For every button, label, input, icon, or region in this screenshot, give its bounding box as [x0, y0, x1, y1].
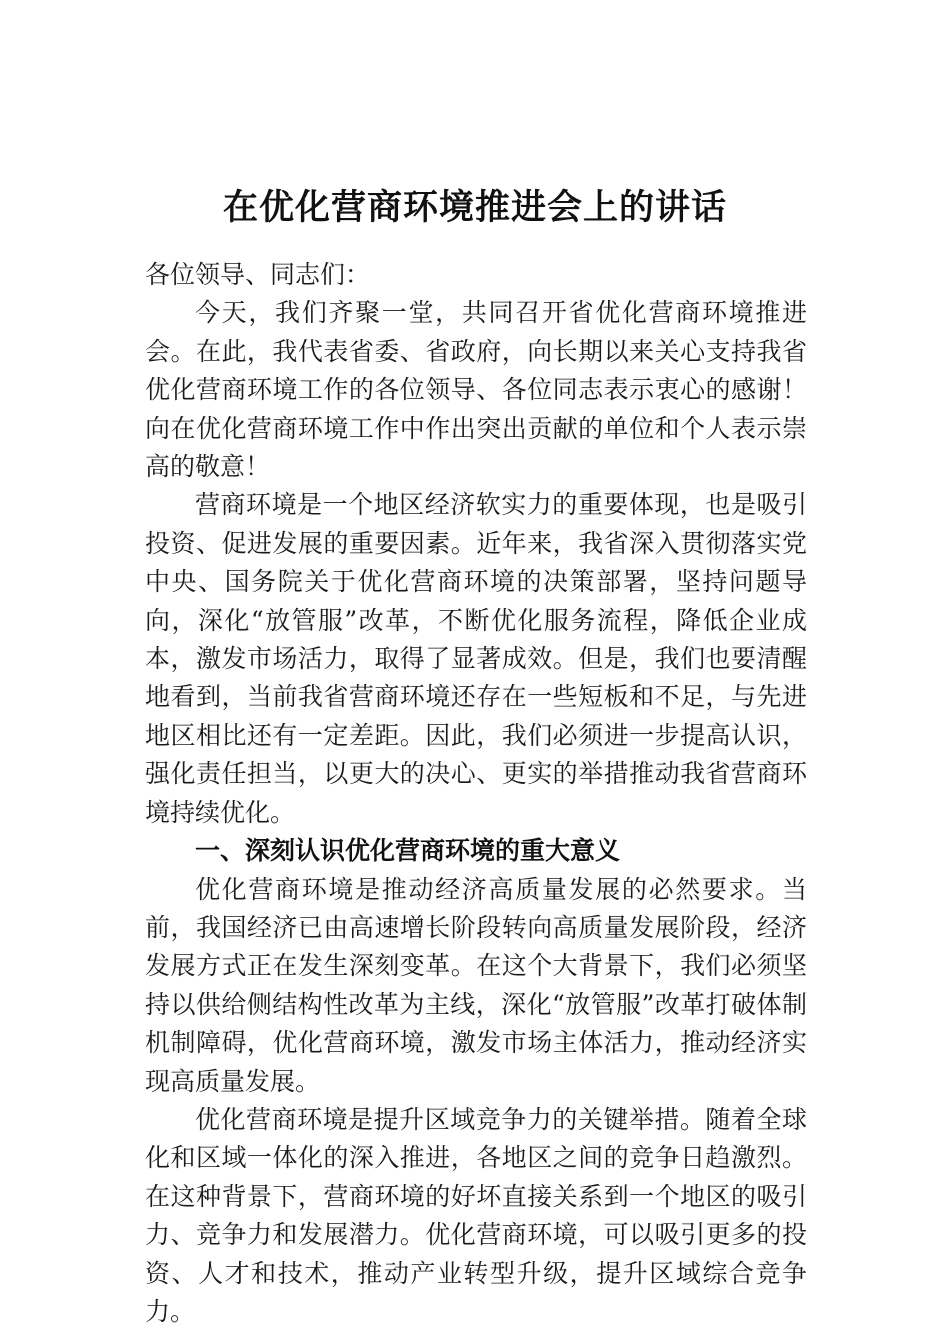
paragraph-opening: 今天，我们齐聚一堂，共同召开省优化营商环境推进会。在此，我代表省委、省政府，向长期以来关心支持我省优化营商环境工作的各位领导、各位同志表示衷心的感谢！向在优化营商环境工作中作出突出贡献的单位和个人表示崇高的敬意！ — [145, 298, 807, 482]
document-title: 在优化营商环境推进会上的讲话 — [222, 187, 727, 229]
paragraph-quality-development: 优化营商环境是推动经济高质量发展的必然要求。当前，我国经济已由高速增长阶段转向高质量发展阶段，经济发展方式正在发生深刻变革。在这个大背景下，我们必须坚持以供给侧结构性改革为主线，深化“放管服”改革打破体制机制障碍，优化营商环境，激发市场主体活力，推动经济实现高质量发展。 — [145, 874, 807, 1096]
paragraph-background: 营商环境是一个地区经济软实力的重要体现，也是吸引投资、促进发展的重要因素。近年来，我省深入贯彻落实党中央、国务院关于优化营商环境的决策部署，坚持问题导向，深化“放管服”改革，不断优化服务流程，降低企业成本，激发市场活力，取得了显著成效。但是，我们也要清醒地看到，当前我省营商环境还存在一些短板和不足，与先进地区相比还有一定差距。因此，我们必须进一步提高认识，强化责任担当，以更大的决心、更实的举措推动我省营商环境持续优化。 — [145, 490, 807, 827]
document-body — [145, 256, 807, 1331]
paragraph-regional-competitiveness: 优化营商环境是提升区域竞争力的关键举措。随着全球化和区域一体化的深入推进，各地区之间的竞争日趋激烈。在这种背景下，营商环境的好坏直接关系到一个地区的吸引力、竞争力和发展潜力。优化营商环境，可以吸引更多的投资、人才和技术，推动产业转型升级，提升区域综合竞争力。 — [145, 1104, 807, 1326]
section-heading-1: 一、深刻认识优化营商环境的重大意义 — [195, 836, 621, 866]
salutation: 各位领导、同志们： — [145, 260, 371, 289]
